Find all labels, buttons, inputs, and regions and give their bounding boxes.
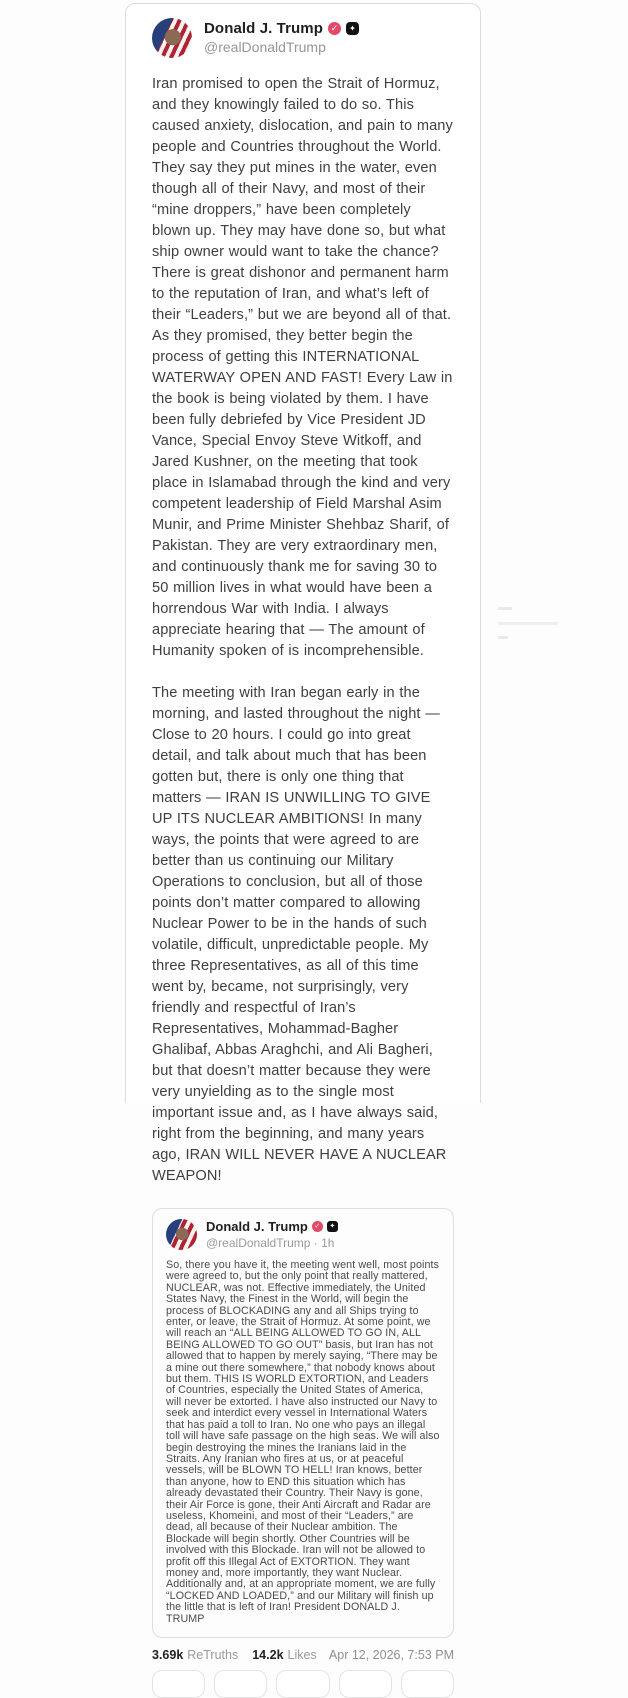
background-artifact: [498, 622, 558, 625]
retruths-label: ReTruths: [187, 1648, 239, 1662]
post-header: [152, 18, 454, 58]
author-handle[interactable]: @realDonaldTrump: [204, 39, 326, 55]
author-block: [204, 18, 359, 55]
quoted-author-block: [206, 1219, 338, 1250]
post-timestamp: Apr 12, 2026, 7:53 PM: [328, 1648, 454, 1662]
action-pill[interactable]: [401, 1670, 454, 1698]
profile-flair-icon: ✦: [327, 1221, 338, 1232]
post-paragraph: Iran promised to open the Strait of Hormuz, and they knowingly failed to do so. This caused anxiety, dislocation, and pain to many people and Countries throughout the World. They say they put mines in the water, even though all of their Navy, and most of their “mine droppers,” have been completely blown up. They may have done so, but what ship owner would want to take the chance? There is great dishonor and permanent harm to the reputation of Iran, and what’s left of their “Leaders,” but we are beyond all of that. As they promised, they better begin the process of getting this INTERNATIONAL WATERWAY OPEN AND FAST! Every Law in the book is being violated by them. I have been fully debriefed by Vice President JD Vance, Special Envoy Steve Witkoff, and Jared Kushner, on the meeting that took place in Islamabad through the kind and very competent leadership of Field Marshal Asim Munir, and Prime Minister Shehbaz Sharif, of Pakistan. They are very extraordinary men, and continuously thank me for saving 30 to 50 million lives in what would have been a horrendous War with India. I always appreciate hearing that — The amount of Humanity spoken of is incomprehensible.: [152, 76, 453, 659]
likes-count: 14.2k: [252, 1648, 284, 1662]
post-card: [125, 3, 481, 1662]
author-name[interactable]: Donald J. Trump: [204, 20, 324, 37]
likes-label: Likes: [287, 1648, 317, 1662]
quoted-post-body: So, there you have it, the meeting went well, most points were agreed to, but the only point that really mattered, NUCLEAR, was not. Effective immediately, the United States Navy, the Finest in the World, will begin the process of BLOCKADING any and all Ships trying to enter, or leave, the Strait of Hormuz. At some point, we will reach an “ALL BEING ALLOWED TO GO IN, ALL BEING ALLOWED TO GO OUT” basis, but Iran has not allowed that to happen by merely saying, “There may be a mine out there somewhere,” that nobody knows about but them. THIS IS WORLD EXTORTION, and Leaders of Countries, especially the United States of America, will never be extorted. I have also instructed our Navy to seek and interdict every vessel in International Waters that has paid a toll to Iran. No one who pays an illegal toll will have safe passage on the high seas. We will also begin destroying the mines the Iranians laid in the Straits. Any Iranian who fires at us, or at peaceful vessels, will be BLOWN TO HELL! Iran knows, better than anyone, how to END this situation which has already devastated their Country. Their Navy is gone, their Air Force is gone, their Anti Aircraft and Radar are useless, Khomeini, and most of their “Leaders,” are dead, all because of their Nuclear ambition. The Blockade will begin shortly. Other Countries will be involved with this Blockade. Iran will not be allowed to profit off this Illegal Act of EXTORTION. They want money and, more importantly, they want Nuclear. Additionally and, at an appropriate moment, we are fully “LOCKED AND LOADED,” and our Military will finish up the little that is left of Iran! President DONALD J. TRUMP: [166, 1259, 440, 1625]
background-artifact: [498, 607, 512, 610]
likes-stat[interactable]: [252, 1648, 316, 1662]
action-pill[interactable]: [214, 1670, 267, 1698]
post-paragraph: The meeting with Iran began early in the morning, and lasted throughout the night — Close to 20 hours. I could go into great detail, and talk about much that has been gotten but, there is only one thing that matters — IRAN IS UNWILLING TO GIVE UP ITS NUCLEAR AMBITIONS! In many ways, the points that were agreed to are better than us continuing our Military Operations to conclusion, but all of those points don’t matter compared to allowing Nuclear Power to be in the hands of such volatile, difficult, unpredictable people. My three Representatives, as all of this time went by, became, not surprisingly, very friendly and respectful of Iran’s Representatives, Mohammad-Bagher Ghalibaf, Abbas Araghchi, and Ali Bagheri, but that doesn’t matter because they were very unyielding as to the single most important issue and, as I have always said, right from the beginning, and many years ago, IRAN WILL NEVER HAVE A NUCLEAR WEAPON!: [152, 685, 447, 1184]
verified-check-icon: ✓: [328, 22, 341, 35]
retruths-stat[interactable]: [152, 1648, 238, 1662]
background-artifact: [498, 636, 508, 639]
post-actions-row: [152, 1670, 454, 1698]
action-pill[interactable]: [339, 1670, 392, 1698]
quoted-author-handle-time[interactable]: @realDonaldTrump · 1h: [206, 1236, 335, 1250]
verified-check-icon: ✓: [312, 1221, 323, 1232]
quoted-avatar[interactable]: [166, 1219, 197, 1250]
post-stats-row: [152, 1648, 454, 1662]
action-pill[interactable]: [276, 1670, 329, 1698]
action-pill[interactable]: [152, 1670, 205, 1698]
retruths-count: 3.69k: [152, 1648, 184, 1662]
quoted-post-header: [166, 1219, 440, 1250]
quoted-post-card[interactable]: [152, 1208, 454, 1638]
quoted-author-name[interactable]: Donald J. Trump: [206, 1219, 308, 1234]
profile-flair-icon: ✦: [346, 22, 359, 35]
post-body: [152, 74, 454, 1187]
avatar[interactable]: [152, 18, 192, 58]
